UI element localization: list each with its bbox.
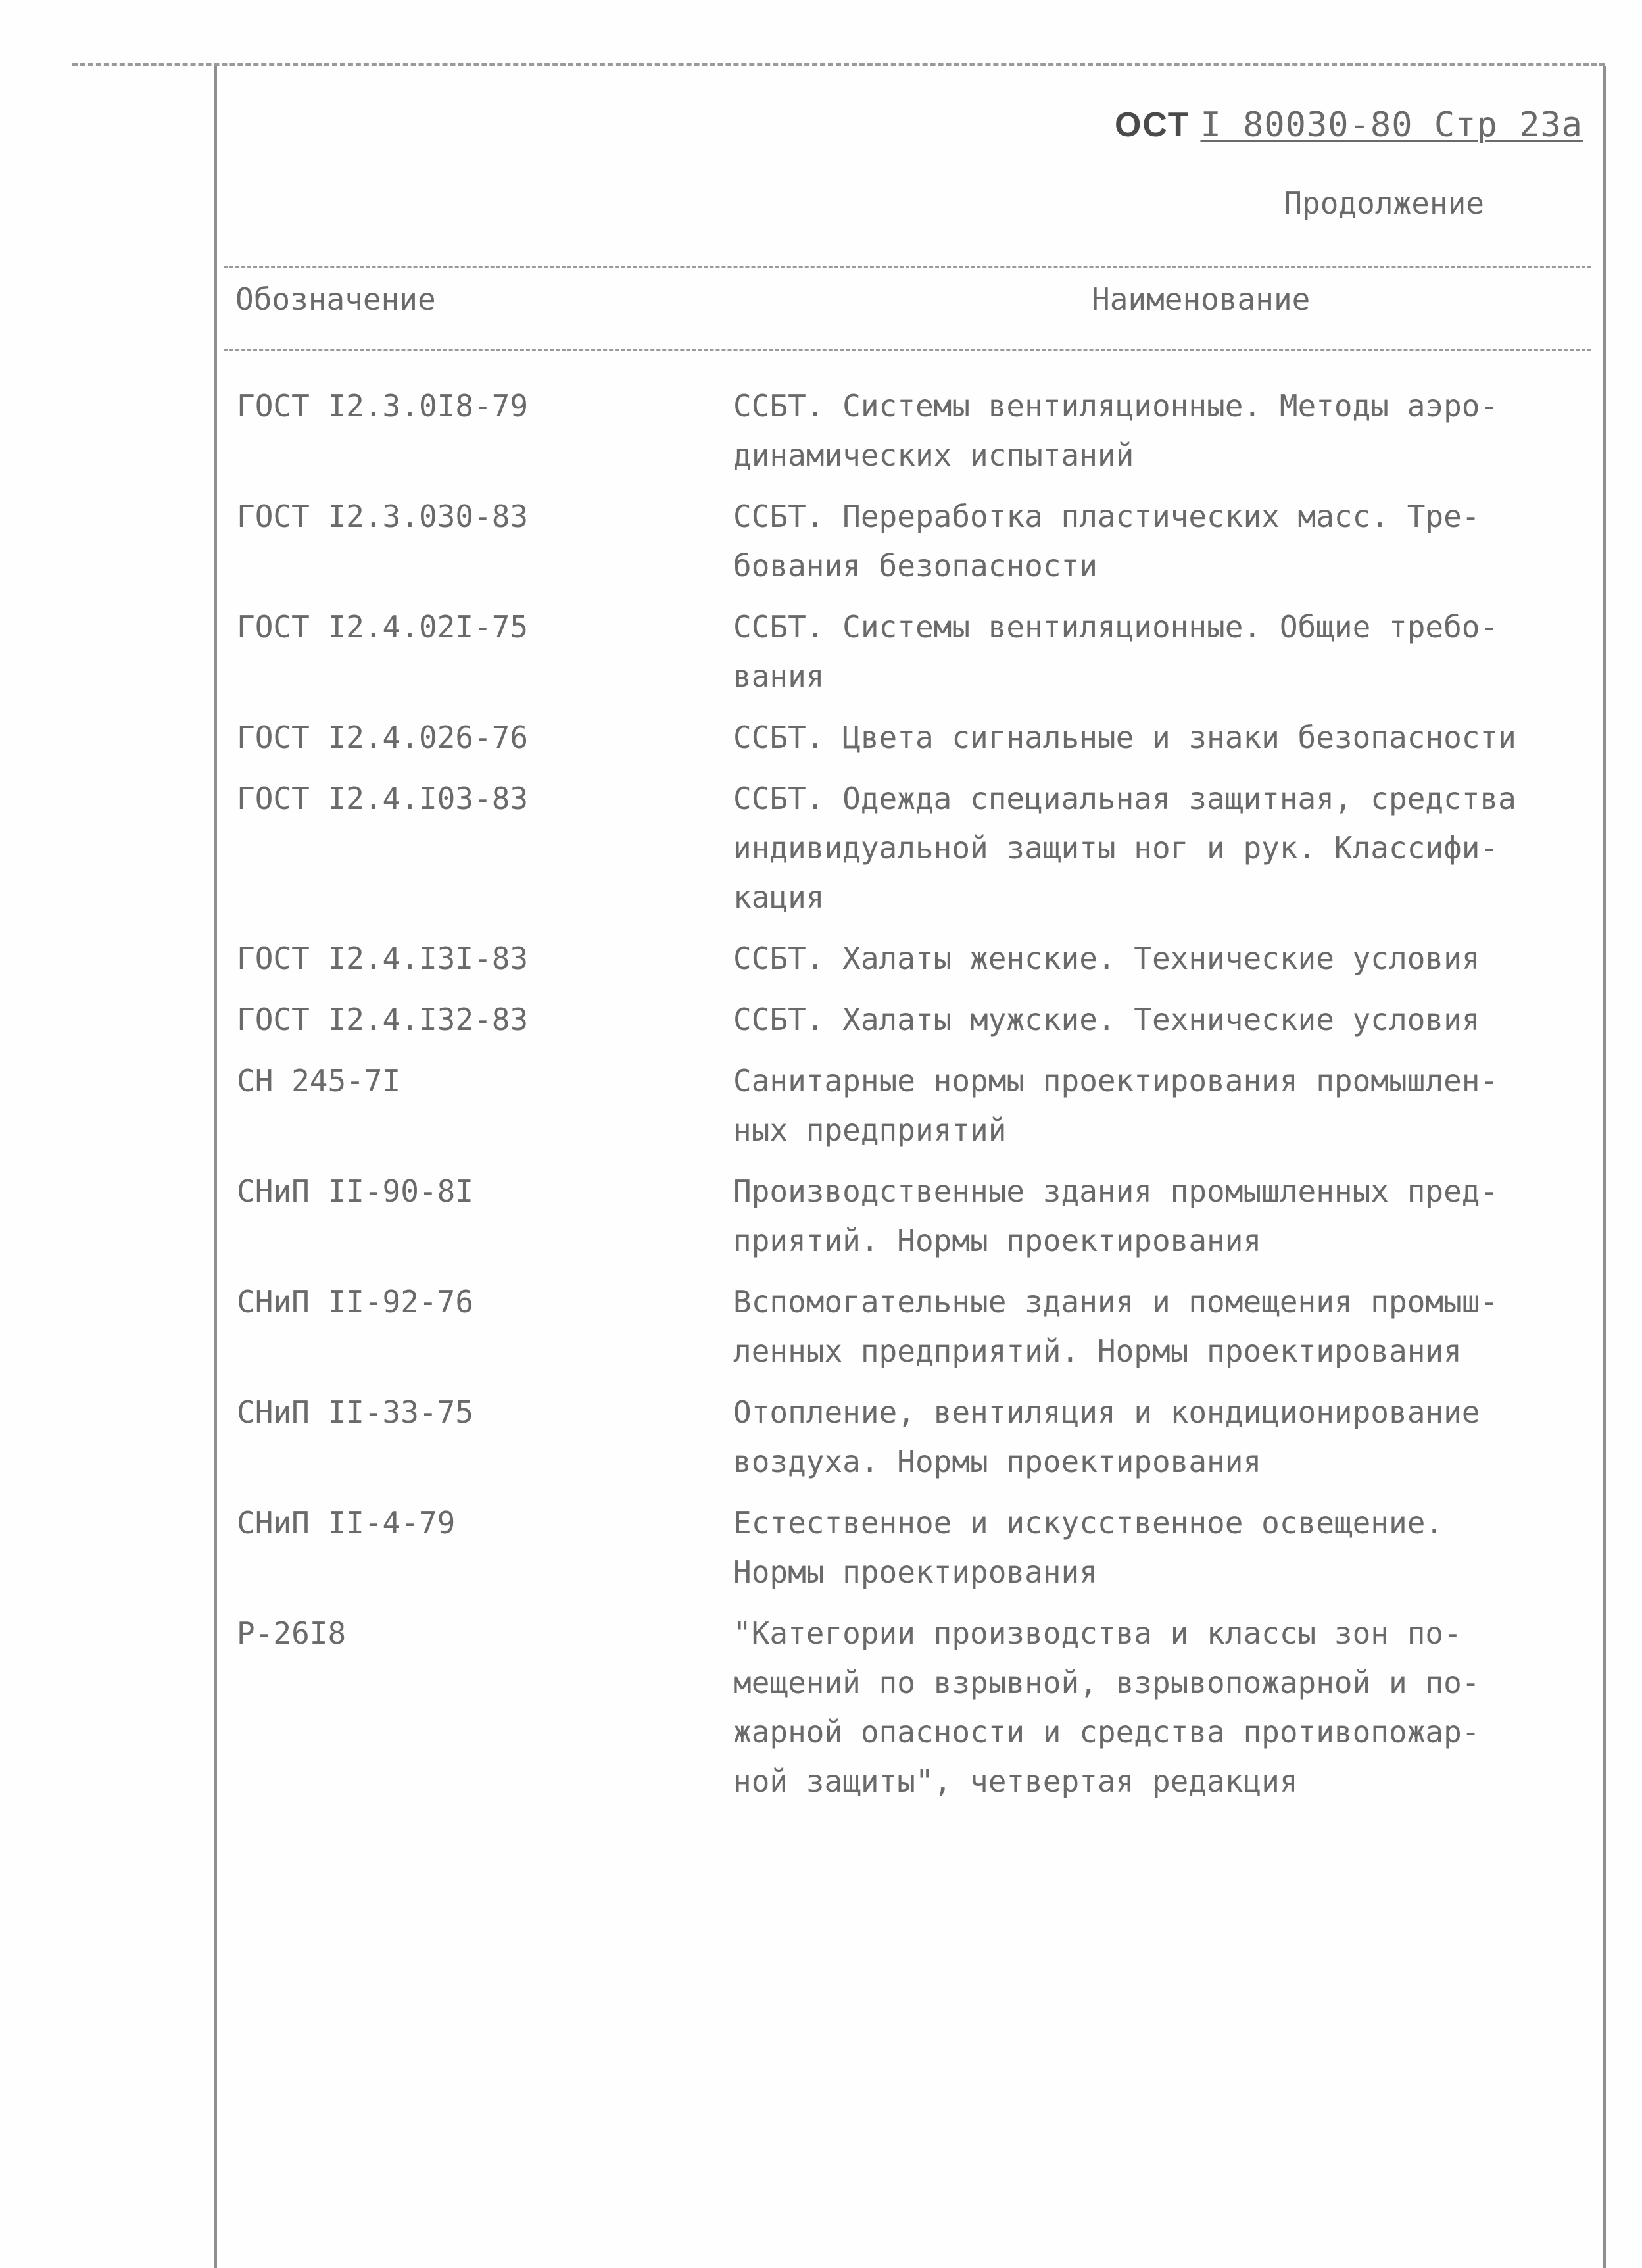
row-code: СН 245-7I bbox=[237, 1063, 401, 1098]
table-row bbox=[237, 492, 1605, 591]
doc-number-and-page bbox=[1200, 105, 1583, 145]
table-row bbox=[237, 382, 1605, 480]
row-name: Санитарные нормы проектирования промышлен- ных предприятий bbox=[733, 1063, 1499, 1148]
row-code: ГОСТ I2.4.I32-83 bbox=[237, 1002, 529, 1037]
row-name: ССБТ. Переработка пластических масс. Тре- бования безопасности bbox=[733, 499, 1480, 583]
row-code: ГОСТ I2.4.I03-83 bbox=[237, 781, 529, 816]
row-name: ССБТ. Системы вентиляционные. Общие требо- вания bbox=[733, 609, 1499, 694]
table-row bbox=[237, 1498, 1605, 1597]
document-code bbox=[1115, 105, 1583, 145]
row-code: ГОСТ I2.4.I3I-83 bbox=[237, 941, 529, 976]
table-row bbox=[237, 1609, 1605, 1806]
row-name: ССБТ. Цвета сигнальные и знаки безопасности bbox=[733, 720, 1516, 755]
table-row bbox=[237, 1167, 1605, 1266]
row-code: СНиП II-4-79 bbox=[237, 1505, 456, 1541]
row-code: СНиП II-33-75 bbox=[237, 1394, 474, 1430]
table-row bbox=[237, 774, 1605, 922]
table-row bbox=[237, 934, 1605, 983]
doc-prefix: ОСТ bbox=[1114, 106, 1190, 144]
row-name: ССБТ. Одежда специальная защитная, средства индивидуальной защиты ног и рук. Классифи- кация bbox=[733, 781, 1516, 915]
table-top-rule bbox=[224, 266, 1591, 268]
page-label: Стр 23а bbox=[1434, 105, 1583, 145]
left-border-line bbox=[214, 66, 217, 2268]
row-name: Естественное и искусственное освещение. Нормы проектирования bbox=[733, 1505, 1444, 1590]
column-header-name: Наименование bbox=[1092, 282, 1311, 317]
table-row bbox=[237, 995, 1605, 1045]
row-name: ССБТ. Халаты мужские. Технические условия bbox=[733, 1002, 1480, 1037]
top-edge-line bbox=[72, 63, 1605, 66]
row-name: Отопление, вентиляция и кондиционирование воздуха. Нормы проектирования bbox=[733, 1394, 1480, 1479]
row-name: "Категории производства и классы зон по- мещений по взрывной, взрывопожарной и по- жарной опасности и средства противопожар- ной защиты", четвертая редакция bbox=[733, 1615, 1480, 1799]
row-name: ССБТ. Системы вентиляционные. Методы аэро- динамических испытаний bbox=[733, 388, 1499, 473]
table-row bbox=[237, 1056, 1605, 1155]
reference-list bbox=[237, 382, 1605, 1818]
column-header-code: Обозначение bbox=[235, 282, 436, 317]
table-row bbox=[237, 1388, 1605, 1487]
row-name: ССБТ. Халаты женские. Технические условия bbox=[733, 941, 1480, 976]
row-name: Вспомогательные здания и помещения промыш- ленных предприятий. Нормы проектирования bbox=[733, 1284, 1499, 1369]
continued-label: Продолжение bbox=[1284, 185, 1484, 221]
table-header-rule bbox=[224, 349, 1591, 351]
row-code: СНиП II-92-76 bbox=[237, 1284, 474, 1319]
row-code: Р-26I8 bbox=[237, 1615, 347, 1651]
row-code: СНиП II-90-8I bbox=[237, 1173, 474, 1209]
row-code: ГОСТ I2.3.030-83 bbox=[237, 499, 529, 534]
row-code: ГОСТ I2.3.0I8-79 bbox=[237, 388, 529, 424]
row-name: Производственные здания промышленных пред- приятий. Нормы проектирования bbox=[733, 1173, 1499, 1258]
row-code: ГОСТ I2.4.026-76 bbox=[237, 720, 529, 755]
doc-number: I 80030-80 bbox=[1200, 105, 1413, 145]
row-code: ГОСТ I2.4.02I-75 bbox=[237, 609, 529, 645]
table-row bbox=[237, 713, 1605, 762]
table-row bbox=[237, 603, 1605, 701]
table-row bbox=[237, 1277, 1605, 1376]
